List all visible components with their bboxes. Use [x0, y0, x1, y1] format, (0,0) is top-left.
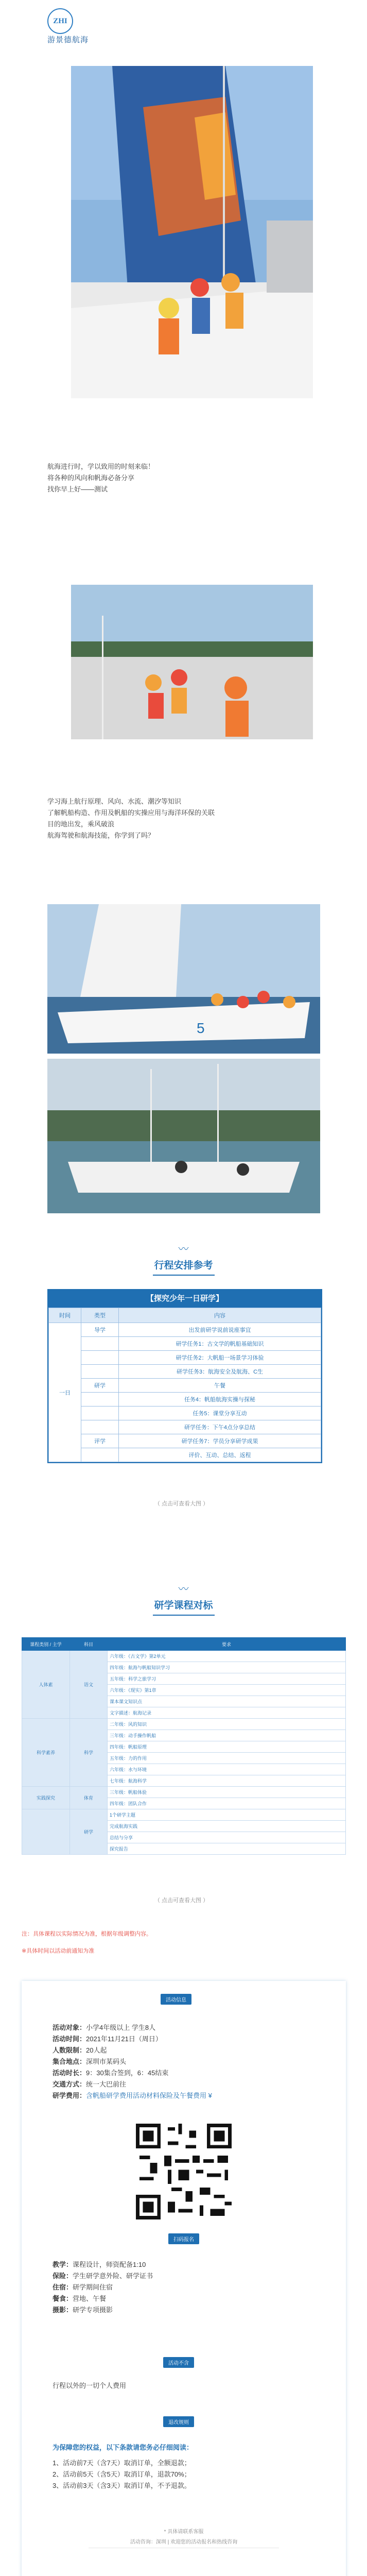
service-row: 保险：学生研学意外险、研学证书: [53, 2272, 153, 2280]
subject-cell: 科学: [70, 1719, 108, 1787]
requirement-cell: 七年级：航海科学: [108, 1775, 346, 1787]
tag-excluded: 活动不含: [163, 2357, 194, 2368]
type-cell: 导学: [81, 1323, 119, 1337]
learn-line-2: 了解帆船构造、作用及帆船的实操应用与海洋环保的关联: [47, 809, 215, 817]
field-row: 活动对象：小学4年级以上 学生8人: [53, 2024, 156, 2031]
field-row: 活动时间：2021年11月21日（周日）: [53, 2035, 162, 2043]
tag-refund: 退改规则: [163, 2416, 194, 2427]
tag-basic-info: 活动信息: [161, 1994, 191, 2005]
requirement-cell: 课本课文知识点: [108, 1696, 346, 1707]
requirement-cell: 总结与分享: [108, 1832, 346, 1843]
field-row: 交通方式：统一大巴前往: [53, 2080, 127, 2088]
logo-text: ZHI: [53, 16, 67, 25]
requirement-cell: 1个研学主题: [108, 1809, 346, 1821]
refund-rule-1: 1、活动前7天（含7天）取消订单，全额退款；: [53, 2459, 191, 2467]
type-cell: [81, 1406, 119, 1420]
service-row: 餐食：营地、午餐: [53, 2295, 107, 2302]
excluded-text: 行程以外的一切个人费用: [53, 2382, 127, 2389]
objectives-section-title: 研学课程对标: [154, 1600, 213, 1611]
col-category: 课程类别 / 主学: [22, 1638, 70, 1651]
learn-line-3: 目的地出发，乘风破浪: [47, 820, 115, 828]
type-cell: 评学: [81, 1434, 119, 1448]
table-row: [22, 1719, 346, 1730]
content-cell: 任务5：课堂分享互动: [119, 1406, 321, 1420]
table-row: [22, 1809, 346, 1821]
table-row: [49, 1448, 321, 1462]
brand-name: 游景德航海: [47, 36, 89, 44]
sailing-photo-main[interactable]: [71, 66, 313, 398]
table-row: [49, 1393, 321, 1406]
section-underline: [153, 1275, 215, 1276]
objectives-note: （ 点击可查看大图 ）: [154, 1897, 209, 1904]
content-cell: 研学任务7：学员分享研学成果: [119, 1434, 321, 1448]
requirement-cell: 二年级：风的知识: [108, 1719, 346, 1730]
col-subject: 科目: [70, 1638, 108, 1651]
service-row: 住宿：研学期间住宿: [53, 2283, 113, 2291]
table-row: [49, 1337, 321, 1351]
type-cell: [81, 1351, 119, 1365]
col-type: 类型: [81, 1308, 119, 1323]
requirement-cell: 六年级：《现实》第1章: [108, 1685, 346, 1696]
requirement-cell: 四年级：帆船原理: [108, 1741, 346, 1753]
content-cell: 研学任务：下午4点分享总结: [119, 1420, 321, 1434]
table-row: [49, 1406, 321, 1420]
refund-rule-3: 3、活动前3天（含3天）取消订单，不予退款。: [53, 2482, 191, 2489]
objectives-table[interactable]: [22, 1637, 346, 1855]
red-note-1: 注：具体课程以实际情况为准，根据年级调整内容。: [22, 1931, 152, 1937]
category-cell: 人体素: [22, 1651, 70, 1719]
type-cell: [81, 1420, 119, 1434]
service-row: 摄影：研学专项摄影: [53, 2306, 113, 2314]
category-cell: 实践探究: [22, 1787, 70, 1809]
requirement-cell: 三年级：帆船体验: [108, 1787, 346, 1798]
service-row: 教学：课程设计，师资配备1:10: [53, 2261, 146, 2268]
intro-line-1: 航海进行时，学以致用的时刻来临！: [47, 463, 155, 470]
content-cell: 出发前研学说前说座事宜: [119, 1323, 321, 1337]
requirement-cell: 六年级：《古文学》第2单元: [108, 1651, 346, 1662]
signup-row: 研学费用：含帆船研学费用活动材料保险及午餐费用 ¥: [53, 2092, 212, 2099]
type-cell: [81, 1448, 119, 1462]
contact-line-1: * 具体请联系客服: [164, 2529, 204, 2535]
schedule-section-title: 行程安排参考: [154, 1260, 213, 1271]
tag-scan: 扫码报名: [168, 2233, 199, 2244]
field-row: 集合地点：深圳市某码头: [53, 2058, 127, 2065]
table-row: [49, 1351, 321, 1365]
content-cell: 研学任务1：古文学的帆船基础知识: [119, 1337, 321, 1351]
refund-rule-2: 2、活动前5天（含5天）取消订单，退款70%；: [53, 2470, 191, 2478]
learn-line-4: 航海驾驶和航海技能，你学到了吗？: [47, 832, 155, 839]
section-underline: [153, 1615, 215, 1616]
field-row: 人数限制：20人起: [53, 2046, 107, 2054]
table-row: [49, 1323, 321, 1337]
brand-logo: [47, 8, 73, 34]
table-row: [49, 1365, 321, 1379]
type-cell: [81, 1365, 119, 1379]
requirement-cell: 探究报告: [108, 1843, 346, 1855]
category-cell: [22, 1809, 70, 1855]
field-row: 活动时长：9：30集合签到，6：45结束: [53, 2069, 169, 2077]
boat-crew-photo[interactable]: [47, 904, 320, 1054]
kids-lifejackets-photo[interactable]: [71, 585, 313, 739]
content-cell: 评价、互动、总结、返程: [119, 1448, 321, 1462]
requirement-cell: 五年级：科学之旅学习: [108, 1673, 346, 1685]
category-cell: 科学素养: [22, 1719, 70, 1787]
red-note-2: ※具体时间以活动前通知为准: [22, 1948, 95, 1954]
requirement-cell: 六年级：水与环境: [108, 1764, 346, 1775]
subject-cell: 体育: [70, 1787, 108, 1809]
table-row: [49, 1434, 321, 1448]
table-row: [22, 1787, 346, 1798]
intro-line-2: 将各种的风向和帆海必备分享: [47, 474, 135, 482]
schedule-caption: 【探究少年一日研学】: [48, 1290, 321, 1308]
col-time: 时间: [49, 1308, 81, 1323]
requirement-cell: 四年级：团队合作: [108, 1798, 346, 1809]
contact-line-2: 活动咨询：深圳 | 欢迎您的活动报名和热线咨询: [130, 2539, 238, 2545]
schedule-table[interactable]: [47, 1289, 322, 1463]
content-cell: 研学任务2：大帆船一场景学习体验: [119, 1351, 321, 1365]
requirement-cell: 五年级：力的作用: [108, 1753, 346, 1764]
day-cell: 一日: [49, 1323, 81, 1462]
requirement-cell: 完成航海实践: [108, 1821, 346, 1832]
refund-title: 为保障您的权益，以下条款请您务必仔细阅读：: [53, 2444, 194, 2451]
intro-line-3: 找你早上好——测试: [47, 485, 108, 493]
section-icon: 〰: [178, 1244, 189, 1255]
table-row: [22, 1651, 346, 1662]
requirement-cell: 文字描述：航海记录: [108, 1707, 346, 1719]
type-cell: [81, 1393, 119, 1406]
table-row: [49, 1420, 321, 1434]
col-content: 内容: [119, 1308, 321, 1323]
svg-text:5: 5: [197, 1020, 205, 1036]
requirement-cell: 三年级：动手操作帆船: [108, 1730, 346, 1741]
type-cell: 研学: [81, 1379, 119, 1393]
content-cell: 任务4：帆船航海实操与探秘: [119, 1393, 321, 1406]
section-icon: 〰: [178, 1584, 189, 1595]
info-card: [22, 1981, 346, 2576]
subject-cell: 研学: [70, 1809, 108, 1855]
sailing-race-photo[interactable]: [47, 1059, 320, 1213]
requirement-cell: 四年级：航海与帆船知识学习: [108, 1662, 346, 1673]
schedule-note: （ 点击可查看大图 ）: [154, 1501, 209, 1507]
qr-code[interactable]: [132, 2120, 235, 2223]
content-cell: 午餐: [119, 1379, 321, 1393]
subject-cell: 语文: [70, 1651, 108, 1719]
type-cell: [81, 1337, 119, 1351]
col-requirement: 要求: [108, 1638, 346, 1651]
content-cell: 研学任务3：航海安全及航海、C生: [119, 1365, 321, 1379]
table-row: [49, 1379, 321, 1393]
learn-line-1: 学习海上航行原理、风向、水流、潮汐等知识: [47, 798, 182, 805]
